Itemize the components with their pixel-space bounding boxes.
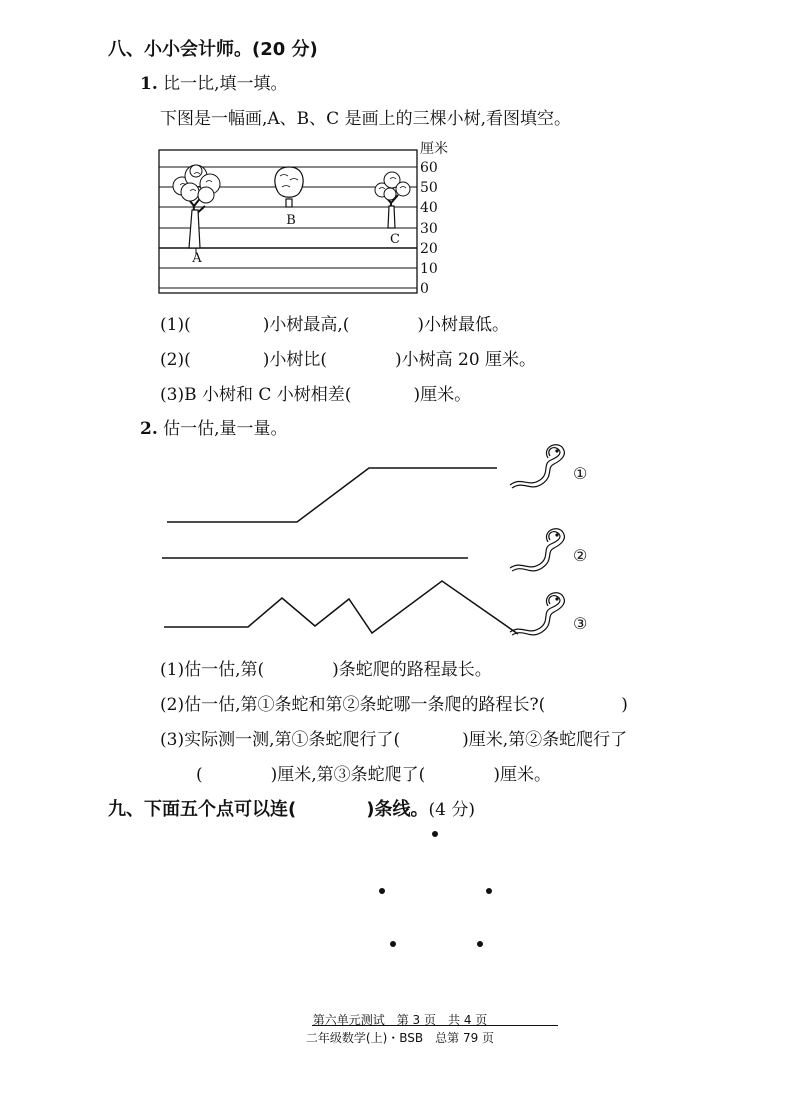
q2-sub-3-line2-b: )厘米,第③条蛇爬了( bbox=[270, 765, 426, 785]
tree-b-icon bbox=[275, 167, 303, 207]
section-9-title-a: 九、下面五个点可以连( bbox=[108, 799, 297, 820]
dot-middle-right bbox=[486, 888, 492, 894]
snake-3-icon bbox=[510, 593, 564, 635]
dot-middle-left bbox=[379, 888, 385, 894]
question-1-title: 比一比,填一填。 bbox=[163, 74, 288, 94]
q2-sub-1-text-a: (1)估一估,第( bbox=[160, 660, 265, 680]
question-1-sub-1 bbox=[160, 310, 509, 335]
tick-10: 10 bbox=[420, 261, 438, 277]
dot-bottom-left bbox=[390, 941, 396, 947]
dot-bottom-right bbox=[477, 941, 483, 947]
q2-sub-2-text-b: ) bbox=[621, 695, 628, 715]
snake-1-icon bbox=[510, 445, 564, 488]
dot-top bbox=[432, 831, 438, 837]
question-2-sub-2 bbox=[160, 690, 628, 715]
snake-1-mark: ① bbox=[573, 464, 588, 483]
question-2-number: 2. bbox=[140, 419, 158, 439]
tree-b-label: B bbox=[286, 213, 296, 228]
trees-figure bbox=[150, 140, 450, 300]
question-1-number: 1. bbox=[140, 74, 158, 94]
sub-1-text-c: )小树最低。 bbox=[417, 315, 510, 335]
tick-0: 0 bbox=[420, 281, 429, 297]
question-2-heading bbox=[140, 414, 288, 439]
q2-sub-3-line2-c: )厘米。 bbox=[493, 765, 551, 785]
question-2-sub-1 bbox=[160, 655, 492, 680]
snake-paths-figure bbox=[150, 440, 610, 650]
snake-3-mark: ③ bbox=[573, 614, 588, 633]
q2-sub-3-text-a: (3)实际测一测,第①条蛇爬行了( bbox=[160, 730, 401, 750]
q2-sub-2-text-a: (2)估一估,第①条蛇和第②条蛇哪一条爬的路程长?( bbox=[160, 695, 546, 715]
footer-line-1: 第六单元测试 第 3 页 共 4 页 bbox=[312, 1013, 488, 1027]
question-1-sub-3 bbox=[160, 380, 471, 405]
tick-20: 20 bbox=[420, 241, 438, 257]
section-8-title: 八、小小会计师。(20 分) bbox=[108, 39, 318, 60]
sub-2-text-b: )小树比( bbox=[262, 350, 327, 370]
sub-1-text-b: )小树最高,( bbox=[262, 315, 350, 335]
sub-2-text-a: (2)( bbox=[160, 350, 191, 370]
question-1-heading bbox=[140, 69, 288, 94]
sub-3-text-b: )厘米。 bbox=[413, 385, 472, 405]
q2-sub-3-text-b: )厘米,第②条蛇爬行了 bbox=[462, 730, 628, 750]
q2-sub-1-text-b: )条蛇爬的路程最长。 bbox=[332, 660, 492, 680]
tree-c-icon bbox=[375, 172, 410, 228]
section-9-score: (4 分) bbox=[428, 800, 475, 820]
five-dots-figure bbox=[360, 820, 520, 960]
scale-unit: 厘米 bbox=[420, 141, 448, 157]
question-2-sub-3 bbox=[160, 725, 627, 750]
question-1-sub-2 bbox=[160, 345, 536, 370]
sub-1-text-a: (1)( bbox=[160, 315, 191, 335]
footer-divider bbox=[312, 1025, 558, 1026]
q2-sub-3-line2-a: ( bbox=[196, 765, 203, 785]
section-9-title-b: )条线。 bbox=[366, 799, 429, 820]
footer-line-2: 二年级数学(上)・BSB 总第 79 页 bbox=[305, 1031, 495, 1045]
section-9-title bbox=[108, 795, 475, 821]
snake-path-1 bbox=[167, 468, 497, 522]
sub-3-text-a: (3)B 小树和 C 小树相差( bbox=[160, 385, 352, 405]
question-2-sub-3-continued bbox=[196, 760, 551, 785]
tree-a-label: A bbox=[192, 251, 202, 266]
tick-60: 60 bbox=[420, 160, 438, 176]
tree-c-label: C bbox=[390, 232, 400, 247]
question-2-title: 估一估,量一量。 bbox=[163, 419, 288, 439]
tick-50: 50 bbox=[420, 180, 438, 196]
sub-2-text-c: )小树高 20 厘米。 bbox=[394, 350, 537, 370]
tick-30: 30 bbox=[420, 221, 438, 237]
snake-2-icon bbox=[510, 529, 564, 571]
question-1-intro: 下图是一幅画,A、B、C 是画上的三棵小树,看图填空。 bbox=[160, 109, 571, 129]
snake-path-3 bbox=[164, 581, 518, 634]
tick-40: 40 bbox=[420, 200, 438, 216]
snake-2-mark: ② bbox=[573, 546, 588, 565]
